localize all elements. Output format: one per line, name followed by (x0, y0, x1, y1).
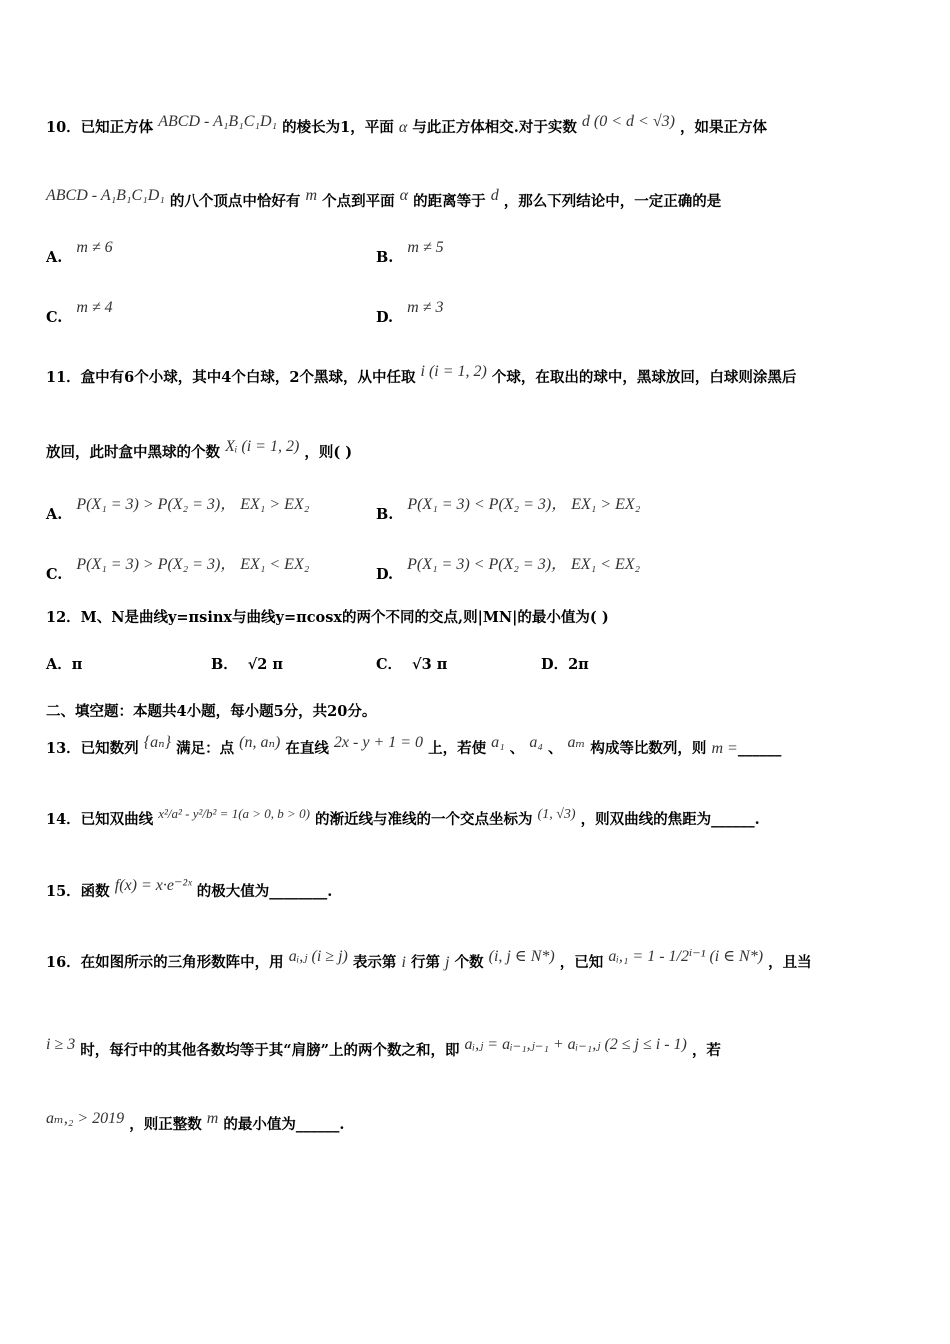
q13-text: 在直线 (285, 740, 329, 757)
q10-d: d (490, 187, 499, 204)
q13-text: 满足：点 (176, 740, 235, 757)
q16-ai1-formula: aᵢ,₁ = 1 - 1/2ⁱ⁻¹ (i ∈ N*) (608, 948, 764, 965)
option-expr: m ≠ 5 (407, 239, 444, 256)
q16-text: ，则正整数 (129, 1116, 202, 1133)
q12-text: 12．M、N是曲线y=πsinx与曲线y=πcosx的两个不同的交点,则|MN|的最小值为( ) (46, 609, 609, 626)
q16-j: j (445, 954, 450, 971)
q16-aij: aᵢ,ⱼ (i ≥ j) (288, 948, 348, 965)
q13-text: 13．已知数列 (46, 740, 139, 757)
option-expr: 2π (568, 656, 589, 673)
q14-point: (1, √3) (537, 807, 576, 822)
q14-text: . (754, 811, 760, 828)
q11-option-b[interactable] (376, 496, 641, 524)
q16-text: 时，每行中的其他各数均等于其“肩膀”上的两个数之和，即 (80, 1042, 460, 1059)
option-label: B. (376, 506, 394, 523)
q16-m: m (206, 1110, 219, 1127)
q11-line-1 (46, 363, 797, 387)
option-expr: m ≠ 6 (76, 239, 113, 256)
q16-text: ，已知 (559, 954, 604, 971)
q15-text: 15．函数 (46, 883, 110, 900)
q10-text: ，如果正方体 (680, 119, 767, 136)
option-expr: P(X₁ = 3) < P(X₂ = 3)， EX₁ < EX₂ (407, 556, 641, 573)
q15-line (46, 877, 333, 901)
q16-text: 的最小值为 (223, 1116, 296, 1133)
q13-point: (n, aₙ) (239, 734, 281, 751)
q14-text: ，则双曲线的焦距为 (580, 811, 712, 828)
q15-function: f(x) = x·e⁻²ˣ (114, 877, 192, 894)
q15-text: 的极大值为 (196, 883, 270, 900)
option-label: D. (376, 566, 394, 583)
q13-a4: a₄ (529, 734, 543, 751)
option-label: B． (211, 656, 238, 673)
q10-text: 10．已知正方体 (46, 119, 154, 136)
q11-text: 11．盒中有6个小球，其中4个白球，2个黑球，从中任取 (46, 369, 416, 386)
option-label: C． (376, 656, 403, 673)
option-label: C. (46, 566, 63, 583)
q10-cube-expr: ABCD - A₁B₁C₁D₁ (46, 187, 165, 204)
q10-text: 的八个顶点中恰好有 (169, 193, 301, 210)
q14-answer-blank[interactable]: ______ (711, 811, 755, 828)
q16-recurrence: aᵢ,ⱼ = aᵢ₋₁,ⱼ₋₁ + aᵢ₋₁,ⱼ (2 ≤ j ≤ i - 1) (464, 1036, 687, 1053)
q10-option-b[interactable] (376, 239, 444, 267)
q16-i: i (401, 954, 406, 971)
q16-am2-condition: aₘ,₂ > 2019 (46, 1110, 125, 1127)
q16-i-condition: i ≥ 3 (46, 1036, 76, 1053)
option-expr: π (71, 656, 83, 673)
option-label: D. (376, 309, 394, 326)
q10-text: 的棱长为1，平面 (282, 119, 394, 136)
option-label: C. (46, 309, 63, 326)
q12-option-b[interactable] (211, 653, 283, 674)
q16-text: ，且当 (768, 954, 812, 971)
section-title: 二、填空题：本题共4小题，每小题5分，共20分。 (46, 703, 377, 720)
q10-option-c[interactable] (46, 299, 113, 327)
q10-option-d[interactable] (376, 299, 444, 327)
q16-line-2 (46, 1036, 721, 1060)
q10-text: 的距离等于 (413, 193, 486, 210)
q11-text: 放回，此时盒中黑球的个数 (46, 444, 220, 461)
q10-line-1 (46, 113, 767, 137)
q12-option-c[interactable] (376, 653, 447, 674)
q12-option-d[interactable] (541, 653, 589, 674)
q11-text: 个球，在取出的球中，黑球放回，白球则涂黑后 (491, 369, 797, 386)
q13-a1: a₁ (491, 734, 505, 751)
section-heading (46, 700, 376, 721)
q12-stem (46, 606, 609, 627)
q10-alpha: α (398, 119, 408, 136)
q14-text: 14．已知双曲线 (46, 811, 154, 828)
option-label: A. (46, 249, 63, 266)
option-expr: m ≠ 3 (407, 299, 444, 316)
q13-sequence: {aₙ} (143, 734, 172, 751)
q10-line-2 (46, 187, 722, 211)
q15-text: . (327, 883, 333, 900)
q10-text: ，那么下列结论中，一定正确的是 (503, 193, 722, 210)
q14-text: 的渐近线与准线的一个交点坐标为 (314, 811, 533, 828)
q13-line (46, 734, 782, 758)
option-label: B. (376, 249, 394, 266)
q12-option-a[interactable] (46, 653, 82, 674)
option-expr: m ≠ 4 (76, 299, 113, 316)
q16-line-3 (46, 1110, 345, 1134)
q16-condition: (i, j ∈ N*) (488, 948, 555, 965)
option-expr: √2 π (247, 656, 284, 673)
q13-text: 、 (509, 740, 525, 757)
q13-answer-blank[interactable]: ______ (737, 740, 782, 757)
q11-text: ，则( ) (304, 444, 353, 461)
q11-x-expr: Xᵢ (i = 1, 2) (225, 438, 300, 455)
q11-option-a[interactable] (46, 496, 310, 524)
q13-text: 构成等比数列，则 (590, 740, 707, 757)
q10-option-a[interactable] (46, 239, 113, 267)
q13-m-eq: m = (711, 740, 738, 757)
q13-text: 上，若使 (428, 740, 487, 757)
option-label: A. (46, 506, 63, 523)
q10-text: 个点到平面 (322, 193, 395, 210)
q14-hyperbola-eq: x²/a² - y²/b² = 1(a > 0, b > 0) (158, 806, 310, 821)
q11-option-d[interactable] (376, 556, 641, 584)
q11-line-2 (46, 438, 353, 462)
q10-cube-expr: ABCD - A₁B₁C₁D₁ (158, 113, 278, 130)
q10-alpha: α (399, 187, 409, 204)
q13-line-eq: 2x - y + 1 = 0 (333, 734, 424, 751)
q10-d-condition: d (0 < d < √3) (581, 113, 675, 130)
q14-line (46, 808, 760, 829)
q15-answer-blank[interactable]: ________ (269, 883, 328, 900)
q16-text: . (339, 1116, 345, 1133)
option-expr: P(X₁ = 3) > P(X₂ = 3)， EX₁ < EX₂ (76, 556, 310, 573)
q16-line-1 (46, 948, 812, 972)
q11-option-c[interactable] (46, 556, 310, 584)
option-expr: √3 π (412, 656, 448, 673)
option-label: D． (541, 656, 569, 673)
q16-text: 表示第 (352, 954, 397, 971)
option-label: A． (46, 656, 72, 673)
option-expr: P(X₁ = 3) < P(X₂ = 3)， EX₁ > EX₂ (407, 496, 641, 513)
q10-text: 与此正方体相交.对于实数 (412, 119, 577, 136)
q16-text: 行第 (410, 954, 440, 971)
q16-text: 个数 (454, 954, 484, 971)
q13-am: aₘ (567, 734, 586, 751)
q16-answer-blank[interactable]: ______ (295, 1116, 340, 1133)
q16-text: ，若 (691, 1042, 721, 1059)
option-expr: P(X₁ = 3) > P(X₂ = 3)， EX₁ > EX₂ (76, 496, 310, 513)
q13-text: 、 (547, 740, 563, 757)
q16-text: 16．在如图所示的三角形数阵中，用 (46, 954, 284, 971)
q11-i-expr: i (i = 1, 2) (420, 363, 487, 380)
q10-m: m (305, 187, 318, 204)
